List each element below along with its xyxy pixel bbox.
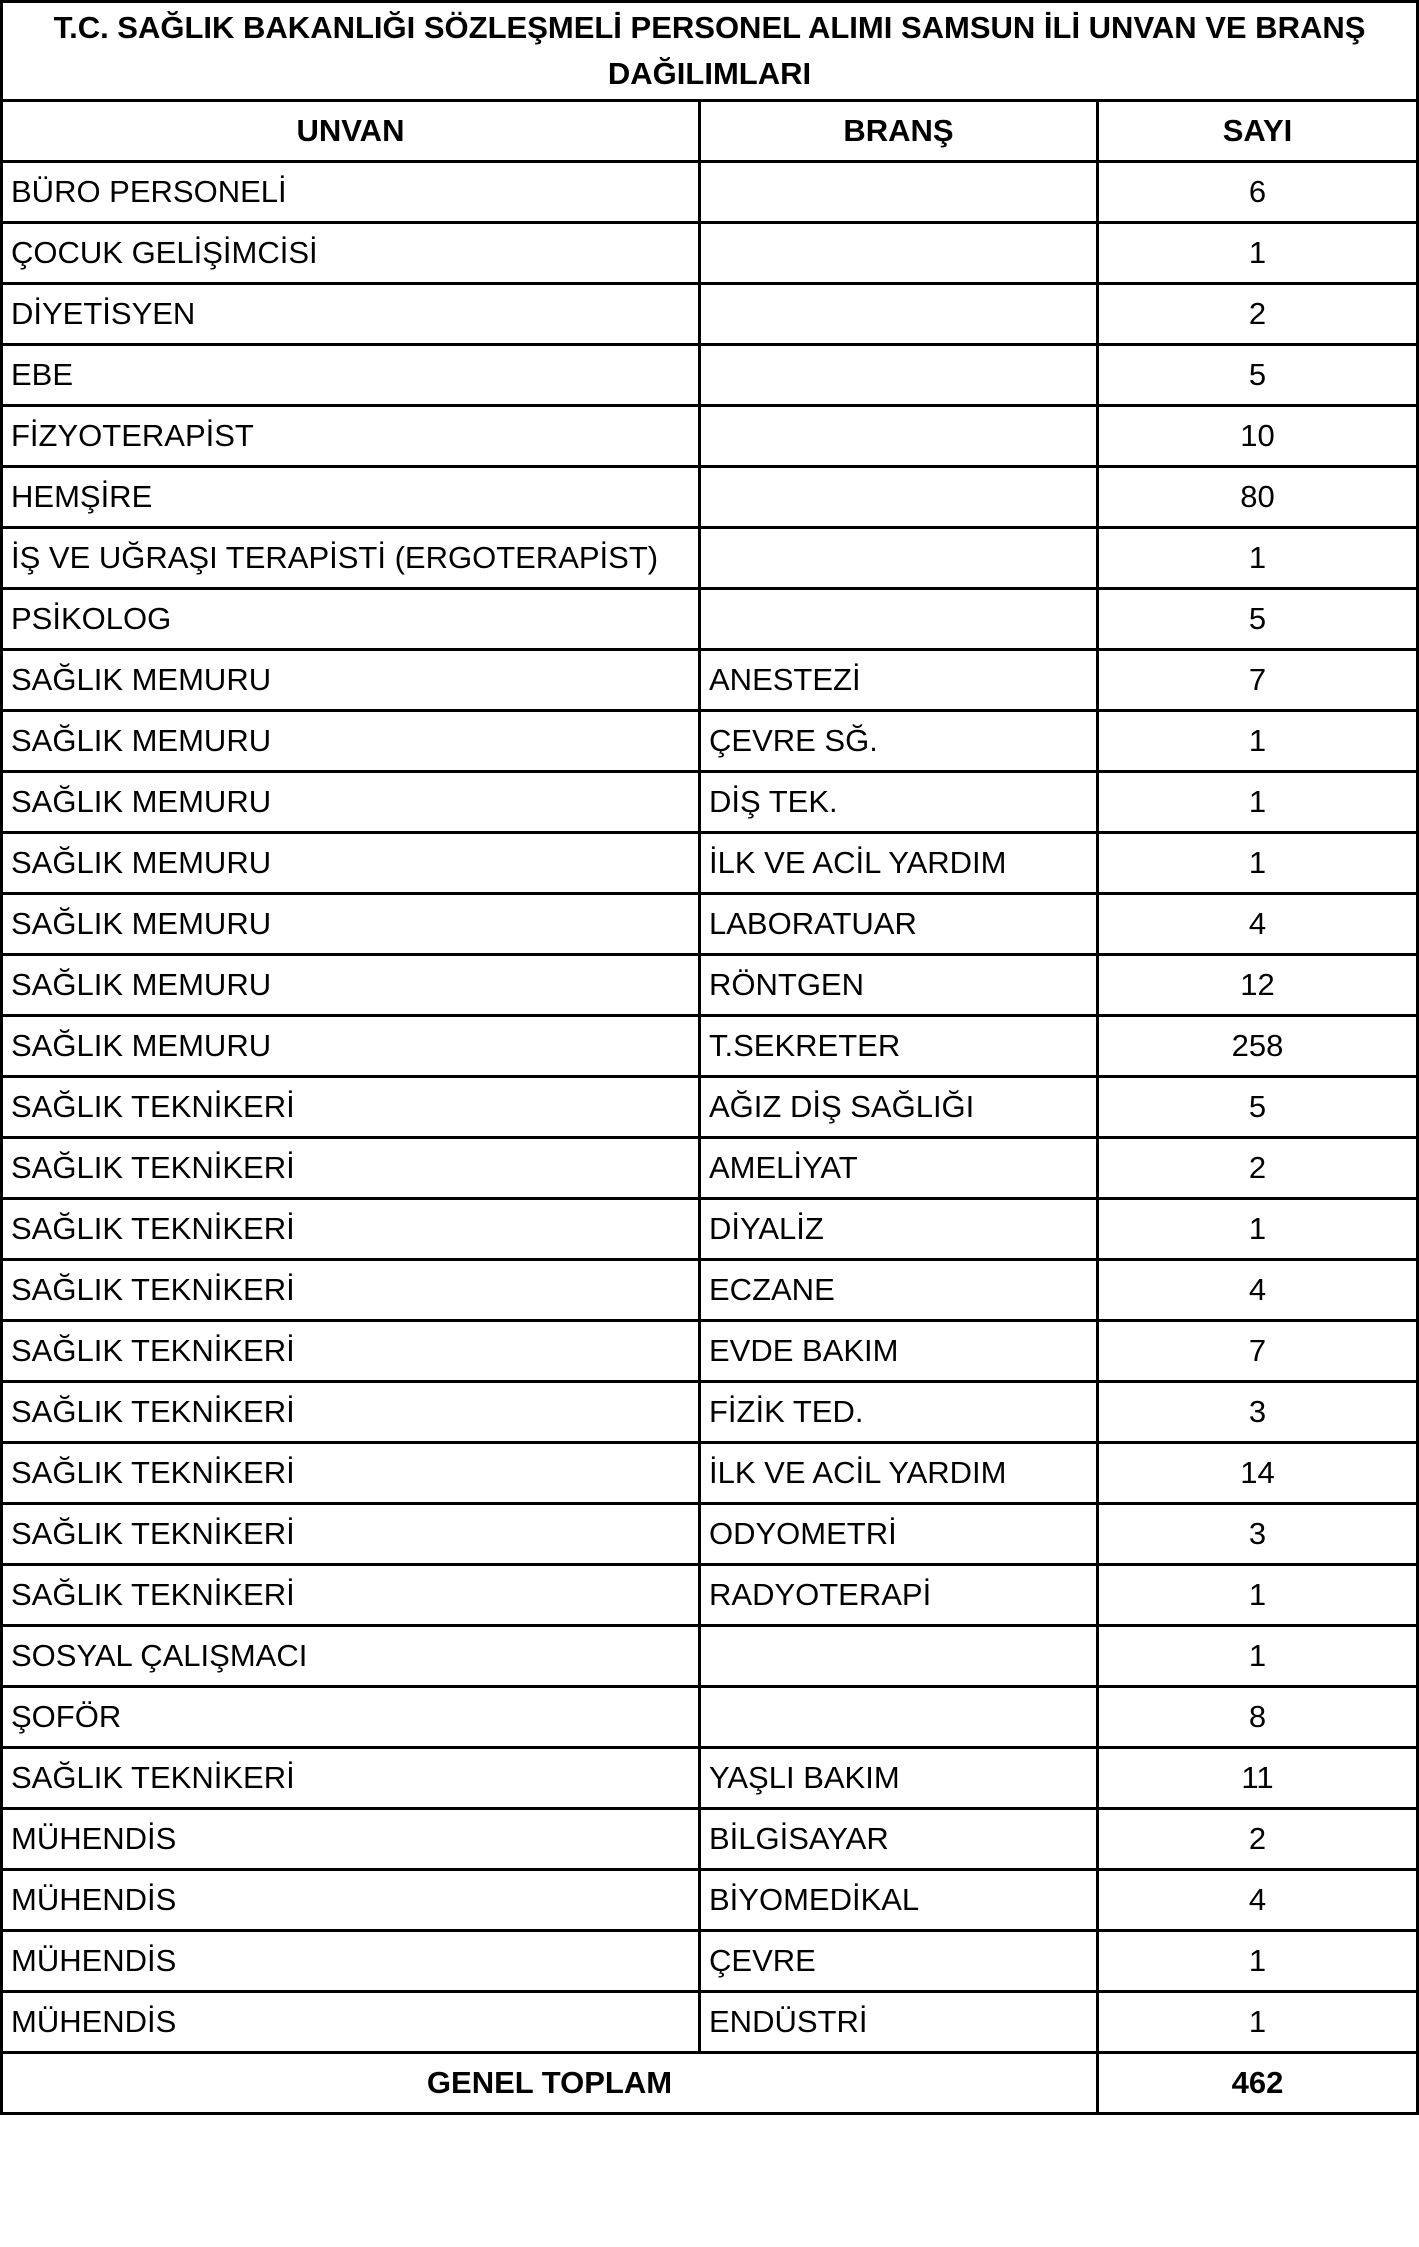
cell-unvan: MÜHENDİS — [2, 1992, 700, 2053]
table-row — [2, 1626, 1418, 1687]
table-row — [2, 1809, 1418, 1870]
cell-brans: FİZİK TED. — [700, 1382, 1098, 1443]
cell-sayi: 12 — [1098, 955, 1418, 1016]
cell-unvan: SAĞLIK MEMURU — [2, 711, 700, 772]
table-row — [2, 1260, 1418, 1321]
table-row — [2, 650, 1418, 711]
table-row — [2, 772, 1418, 833]
cell-brans: İLK VE ACİL YARDIM — [700, 1443, 1098, 1504]
cell-unvan: SAĞLIK TEKNİKERİ — [2, 1443, 700, 1504]
cell-unvan: SAĞLIK MEMURU — [2, 894, 700, 955]
cell-brans — [700, 467, 1098, 528]
cell-sayi: 5 — [1098, 1077, 1418, 1138]
table-row — [2, 1077, 1418, 1138]
cell-brans: T.SEKRETER — [700, 1016, 1098, 1077]
cell-sayi: 4 — [1098, 1260, 1418, 1321]
header-sayi: SAYI — [1098, 101, 1418, 162]
cell-sayi: 1 — [1098, 1931, 1418, 1992]
cell-sayi: 1 — [1098, 833, 1418, 894]
cell-sayi: 7 — [1098, 650, 1418, 711]
cell-unvan: HEMŞİRE — [2, 467, 700, 528]
cell-sayi: 4 — [1098, 894, 1418, 955]
table-row — [2, 1382, 1418, 1443]
cell-brans — [700, 284, 1098, 345]
cell-brans: LABORATUAR — [700, 894, 1098, 955]
cell-unvan: SAĞLIK TEKNİKERİ — [2, 1138, 700, 1199]
cell-brans — [700, 345, 1098, 406]
table-row — [2, 1443, 1418, 1504]
cell-brans: İLK VE ACİL YARDIM — [700, 833, 1098, 894]
cell-unvan: SAĞLIK TEKNİKERİ — [2, 1260, 700, 1321]
table-row — [2, 1870, 1418, 1931]
cell-unvan: SAĞLIK TEKNİKERİ — [2, 1565, 700, 1626]
cell-unvan: SOSYAL ÇALIŞMACI — [2, 1626, 700, 1687]
cell-unvan: SAĞLIK MEMURU — [2, 833, 700, 894]
cell-unvan: SAĞLIK TEKNİKERİ — [2, 1321, 700, 1382]
cell-sayi: 8 — [1098, 1687, 1418, 1748]
cell-sayi: 11 — [1098, 1748, 1418, 1809]
cell-sayi: 6 — [1098, 162, 1418, 223]
table-row — [2, 955, 1418, 1016]
cell-unvan: MÜHENDİS — [2, 1931, 700, 1992]
cell-sayi: 1 — [1098, 1992, 1418, 2053]
table-row — [2, 711, 1418, 772]
cell-brans: BİYOMEDİKAL — [700, 1870, 1098, 1931]
cell-sayi: 3 — [1098, 1382, 1418, 1443]
cell-unvan: ÇOCUK GELİŞİMCİSİ — [2, 223, 700, 284]
header-brans: BRANŞ — [700, 101, 1098, 162]
cell-sayi: 5 — [1098, 345, 1418, 406]
table-row — [2, 1016, 1418, 1077]
table-row — [2, 162, 1418, 223]
cell-sayi: 1 — [1098, 223, 1418, 284]
table-row — [2, 467, 1418, 528]
cell-sayi: 2 — [1098, 1809, 1418, 1870]
cell-unvan: SAĞLIK MEMURU — [2, 955, 700, 1016]
table-row — [2, 1321, 1418, 1382]
cell-sayi: 14 — [1098, 1443, 1418, 1504]
cell-brans: YAŞLI BAKIM — [700, 1748, 1098, 1809]
cell-unvan: ŞOFÖR — [2, 1687, 700, 1748]
table-row — [2, 1992, 1418, 2053]
cell-unvan: MÜHENDİS — [2, 1809, 700, 1870]
cell-brans: BİLGİSAYAR — [700, 1809, 1098, 1870]
cell-unvan: SAĞLIK TEKNİKERİ — [2, 1748, 700, 1809]
cell-unvan: DİYETİSYEN — [2, 284, 700, 345]
cell-unvan: BÜRO PERSONELİ — [2, 162, 700, 223]
cell-unvan: SAĞLIK MEMURU — [2, 1016, 700, 1077]
cell-sayi: 5 — [1098, 589, 1418, 650]
table-row — [2, 406, 1418, 467]
cell-brans: RÖNTGEN — [700, 955, 1098, 1016]
cell-brans: RADYOTERAPİ — [700, 1565, 1098, 1626]
total-row — [2, 2053, 1418, 2114]
cell-brans — [700, 162, 1098, 223]
cell-sayi: 1 — [1098, 1626, 1418, 1687]
cell-unvan: SAĞLIK TEKNİKERİ — [2, 1199, 700, 1260]
table-row — [2, 345, 1418, 406]
cell-brans — [700, 589, 1098, 650]
cell-unvan: PSİKOLOG — [2, 589, 700, 650]
cell-unvan: SAĞLIK MEMURU — [2, 772, 700, 833]
cell-brans — [700, 406, 1098, 467]
cell-sayi: 1 — [1098, 772, 1418, 833]
table-row — [2, 528, 1418, 589]
cell-sayi: 1 — [1098, 711, 1418, 772]
cell-brans: ÇEVRE — [700, 1931, 1098, 1992]
cell-unvan: SAĞLIK MEMURU — [2, 650, 700, 711]
cell-brans: EVDE BAKIM — [700, 1321, 1098, 1382]
table-row — [2, 894, 1418, 955]
cell-unvan: EBE — [2, 345, 700, 406]
cell-brans: DİŞ TEK. — [700, 772, 1098, 833]
table-body — [2, 162, 1418, 2053]
cell-brans: ENDÜSTRİ — [700, 1992, 1098, 2053]
total-label: GENEL TOPLAM — [2, 2053, 1098, 2114]
cell-brans — [700, 1687, 1098, 1748]
cell-unvan: FİZYOTERAPİST — [2, 406, 700, 467]
cell-brans: AĞIZ DİŞ SAĞLIĞI — [700, 1077, 1098, 1138]
cell-sayi: 3 — [1098, 1504, 1418, 1565]
title-row — [2, 2, 1418, 101]
cell-unvan: İŞ VE UĞRAŞI TERAPİSTİ (ERGOTERAPİST) — [2, 528, 700, 589]
header-unvan: UNVAN — [2, 101, 700, 162]
table-row — [2, 833, 1418, 894]
cell-sayi: 1 — [1098, 1565, 1418, 1626]
cell-unvan: SAĞLIK TEKNİKERİ — [2, 1504, 700, 1565]
cell-brans — [700, 223, 1098, 284]
cell-brans: ECZANE — [700, 1260, 1098, 1321]
cell-sayi: 7 — [1098, 1321, 1418, 1382]
cell-sayi: 1 — [1098, 528, 1418, 589]
table-row — [2, 1199, 1418, 1260]
cell-sayi: 80 — [1098, 467, 1418, 528]
table-title: T.C. SAĞLIK BAKANLIĞI SÖZLEŞMELİ PERSONEL ALIMI SAMSUN İLİ UNVAN VE BRANŞ DAĞILIMLARI — [2, 2, 1418, 101]
cell-sayi: 258 — [1098, 1016, 1418, 1077]
cell-brans: ANESTEZİ — [700, 650, 1098, 711]
table-row — [2, 1504, 1418, 1565]
table-row — [2, 284, 1418, 345]
cell-sayi: 1 — [1098, 1199, 1418, 1260]
cell-brans: AMELİYAT — [700, 1138, 1098, 1199]
table-row — [2, 589, 1418, 650]
table-row — [2, 223, 1418, 284]
cell-sayi: 2 — [1098, 284, 1418, 345]
cell-unvan: SAĞLIK TEKNİKERİ — [2, 1382, 700, 1443]
table-row — [2, 1565, 1418, 1626]
table-row — [2, 1687, 1418, 1748]
table-row — [2, 1931, 1418, 1992]
cell-sayi: 2 — [1098, 1138, 1418, 1199]
header-row — [2, 101, 1418, 162]
table-row — [2, 1748, 1418, 1809]
cell-brans: ODYOMETRİ — [700, 1504, 1098, 1565]
cell-brans: ÇEVRE SĞ. — [700, 711, 1098, 772]
table-row — [2, 1138, 1418, 1199]
cell-brans — [700, 1626, 1098, 1687]
cell-brans — [700, 528, 1098, 589]
cell-unvan: SAĞLIK TEKNİKERİ — [2, 1077, 700, 1138]
cell-unvan: MÜHENDİS — [2, 1870, 700, 1931]
cell-brans: DİYALİZ — [700, 1199, 1098, 1260]
cell-sayi: 10 — [1098, 406, 1418, 467]
total-value: 462 — [1098, 2053, 1418, 2114]
cell-sayi: 4 — [1098, 1870, 1418, 1931]
